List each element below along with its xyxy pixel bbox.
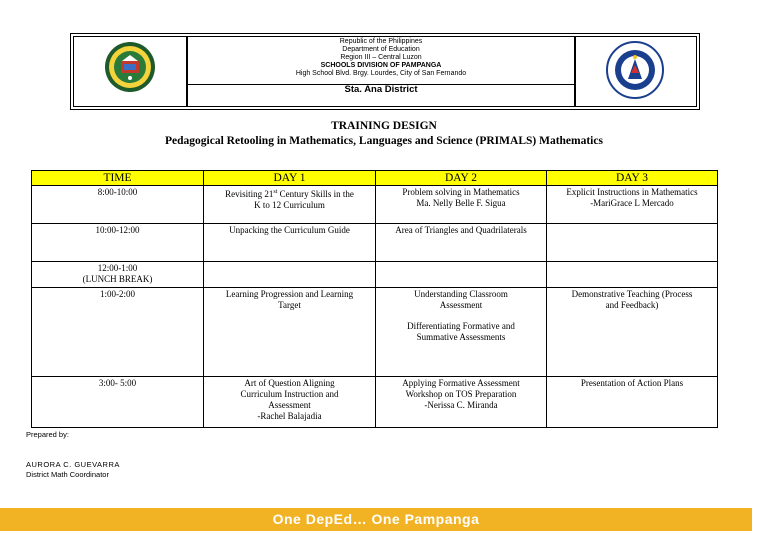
day2-cell [376, 224, 547, 262]
footer-banner: One DepEd… One Pampanga [0, 508, 752, 531]
day2-cell [376, 262, 547, 288]
cell-text: Workshop on TOS Preparation [405, 389, 517, 399]
time-cell [32, 262, 204, 288]
agency-block [188, 37, 574, 85]
cell-text: Area of Triangles and Quadrilaterals [395, 225, 527, 235]
time-cell [32, 288, 204, 377]
table-row [32, 224, 718, 262]
cell-text: Assessment [439, 300, 483, 310]
day1-cell [204, 186, 376, 224]
cell-text: Understanding Classroom [414, 289, 508, 299]
cell-text: Learning Progression and Learning [225, 289, 354, 299]
cell-text: Summative Assessments [416, 332, 506, 342]
preparer-name: AURORA C. GUEVARRA [26, 460, 120, 469]
division-name: SCHOOLS DIVISION OF PAMPANGA [320, 62, 442, 69]
cell-text: -Rachel Balajadia [257, 411, 322, 421]
day3-cell [547, 288, 718, 377]
day2-cell [376, 288, 547, 377]
cell-text: 10:00-12:00 [95, 225, 140, 235]
table-row [32, 288, 718, 377]
cell-text: Problem solving in Mathematics [402, 187, 520, 197]
day1-cell [204, 288, 376, 377]
cell-text: Demonstrative Teaching (Process [571, 289, 693, 299]
kagawaran-ng-edukasyon-seal-icon [606, 41, 664, 99]
day3-cell [547, 186, 718, 224]
cell-text: Target [278, 300, 301, 310]
cell-text: Revisiting 21st Century Skills in the [225, 189, 354, 199]
day3-cell [547, 224, 718, 262]
agency-line: Republic of the Philippines [339, 38, 423, 45]
time-cell [32, 224, 204, 262]
cell-text: Curriculum Instruction and [240, 389, 339, 399]
document-subtitle: Pedagogical Retooling in Mathematics, Languages and Science (PRIMALS) Mathematics [165, 135, 603, 147]
cell-text: and Feedback) [605, 300, 659, 310]
schedule-table [31, 170, 718, 428]
day1-cell [204, 262, 376, 288]
letterhead-left-cell [73, 36, 187, 107]
cell-text: 8:00-10:00 [97, 187, 138, 197]
letterhead-right-cell [575, 36, 697, 107]
cell-text: 3:00- 5:00 [98, 378, 137, 388]
table-header-row [32, 171, 718, 186]
column-header-time: TIME [32, 171, 204, 186]
cell-text: Explicit Instructions in Mathematics [566, 187, 698, 197]
cell-text: K to 12 Curriculum [254, 200, 325, 210]
cell-text: Ma. Nelly Belle F. Sigua [416, 198, 506, 208]
agency-line: Region III – Central Luzon [340, 54, 422, 61]
day1-cell [204, 377, 376, 428]
deped-seal-icon [104, 41, 156, 93]
preparer-role: District Math Coordinator [26, 470, 109, 479]
cell-text: Presentation of Action Plans [580, 378, 684, 388]
letterhead-middle-cell [187, 36, 575, 107]
day3-cell [547, 262, 718, 288]
agency-line: Department of Education [342, 46, 420, 53]
time-cell [32, 377, 204, 428]
cell-text: (LUNCH BREAK) [82, 274, 153, 284]
cell-text: Assessment [268, 400, 311, 410]
column-header-day1: DAY 1 [204, 171, 376, 186]
day2-cell [376, 186, 547, 224]
cell-text: -MariGrace L Mercado [590, 198, 674, 208]
day1-cell [204, 224, 376, 262]
prepared-by-label: Prepared by: [26, 430, 69, 439]
cell-text: -Nerissa C. Miranda [424, 400, 498, 410]
letterhead [70, 33, 700, 110]
document-title: TRAINING DESIGN [331, 120, 437, 132]
district-name: Sta. Ana District [344, 84, 418, 95]
day2-cell [376, 377, 547, 428]
table-row [32, 186, 718, 224]
column-header-day2: DAY 2 [376, 171, 547, 186]
table-row [32, 377, 718, 428]
cell-text: 1:00-2:00 [100, 289, 135, 299]
time-cell [32, 186, 204, 224]
cell-text: 12:00-1:00 [97, 263, 138, 273]
cell-text: Applying Formative Assessment [402, 378, 520, 388]
cell-text: Differentiating Formative and [407, 321, 515, 331]
cell-text: Art of Question Aligning [244, 378, 335, 388]
cell-spacer [379, 311, 543, 321]
cell-text: Unpacking the Curriculum Guide [229, 225, 350, 235]
division-address: High School Blvd. Brgy. Lourdes, City of San Fernando [295, 70, 467, 77]
column-header-day3: DAY 3 [547, 171, 718, 186]
table-row [32, 262, 718, 288]
day3-cell [547, 377, 718, 428]
